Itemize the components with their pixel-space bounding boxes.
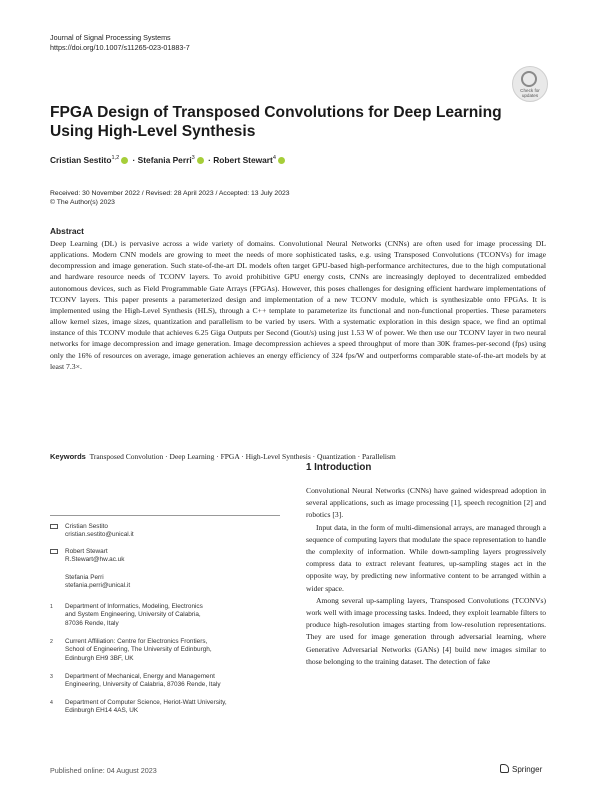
author-list: Cristian Sestito$^{1,2}$ · Stefania Perri$^3$ · Robert Stewart$^4$ [50,155,287,165]
journal-header [50,33,190,53]
keywords [50,452,546,461]
corresponding-author: Cristian Sestito cristian.sestito@unical.it [65,523,134,540]
affiliation: 4 Department of Computer Science, Heriot-Watt University, Edinburgh EH14 4AS, UK [50,699,227,715]
author-name[interactable]: Robert Stewart [213,155,273,165]
doi-link[interactable]: https://doi.org/10.1007/s11265-023-01883-7 [50,43,190,52]
copyright: © The Author(s) 2023 [50,199,115,206]
section-heading: 1 Introduction [306,462,372,473]
abstract-heading: Abstract [50,226,84,236]
author-contact: Stefania Perri stefania.perri@unical.it [65,574,131,590]
introduction-body [306,485,546,668]
envelope-icon [50,549,58,554]
corresponding-author: Robert Stewart R.Stewart@hw.ac.uk [65,548,124,565]
check-for-updates-badge[interactable]: Check for updates [512,66,548,102]
paragraph: Convolutional Neural Networks (CNNs) have gained widespread adoption in several applications, such as image processing [1], speech recognition [2] and robotics [3]. [306,486,546,520]
email-link[interactable]: stefania.perri@unical.it [65,582,131,590]
email-link[interactable]: cristian.sestito@unical.it [65,531,134,539]
envelope-icon [50,524,58,529]
keywords-label: Keywords [50,452,86,461]
affiliation: 3 Department of Mechanical, Energy and Management Engineering, University of Calabria, 87036 Rende, Italy [50,673,221,689]
author-name[interactable]: Stefania Perri [137,155,192,165]
bookmark-icon [521,71,537,87]
orcid-icon[interactable] [278,157,285,164]
affiliation: 2 Current Affiliation: Centre for Electronics Frontiers, School of Engineering, The University of Edinburgh, Edinburgh EH9 3BF, UK [50,638,212,662]
email-link[interactable]: R.Stewart@hw.ac.uk [65,556,125,564]
dates-block [50,189,290,207]
paragraph: Among several up-sampling layers, Transposed Convolutions (TCONVs) work well with image processing tasks. Indeed, they exploit learnable filters to produce high-resolution images starting from low-resolution representations. They are used for image generation through adversarial learning, where Generative Adversarial Networks (GANs) [4] build new images similar to those belonging to the training dataset. The detection of fake [306,595,546,666]
paper-title: FPGA Design of Transposed Convolutions for Deep Learning Using High-Level Synthesis [50,104,502,140]
keywords-list: Transposed Convolution · Deep Learning · FPGA · High-Level Synthesis · Quantization · Parallelism [89,452,396,461]
abstract-text: Deep Learning (DL) is pervasive across a wide variety of domains. Convolutional Neural Networks (CNNs) are often used for image processing DL applications. Modern CNN models are growing to meet the needs of more sophisticated tasks, e.g. using Transposed Convolutions (TCONVs) for image decompression and image generation. Such state-of-the-art DL models often target GPU-based high-performance architectures, due to the high computational and hardware resource needs of TCONV layers. To avoid prohibitive GPU energy costs, CNNs are increasingly deployed to decentralized embedded autonomous devices, such as Field Programmable Gate Arrays (FPGAs). However, this poses challenges for designing efficient hardware implementations of TCONV layers. This paper presents a parameterized design and implementation of a new TCONV module, which is synthesizable onto FPGAs. It is implemented using the High-Level Synthesis (HLS), through a C++ template to parameterize its functional and non-functional properties. These parameters allow kernel sizes, image sizes, quantization and parallelism to be varied by users. With a systematic exploration in this design space, we find an optimal instance of this TCONV module that achieves 6.25 Giga Outputs per Second (Gout/s) using just 1.53 W of power. We then use our TCONV layer in two neural networks for image decompression and image generation. Image decompression achieves a speed throughput of more than 30K frames-per-second (fps) using only the 16% of resources on average, image generation achieves an energy efficiency of 324 fps/W and outperforms comparable state-of-the-art models by at least 7.3×. [50,239,546,371]
journal-name: Journal of Signal Processing Systems [50,33,171,42]
springer-horse-icon [500,764,509,773]
published-online: Published online: 04 August 2023 [50,766,157,775]
orcid-icon[interactable] [197,157,204,164]
publisher-logo: Springer [500,764,542,774]
paragraph: Input data, in the form of multi-dimensional arrays, are managed through a sequence of computing layers that modulate the space representation to handle the complexity of information. While down-sampling layers progressively compress data to extract relevant features, up-sampling stages act in the opposite way, by predicting new informative content to be arranged within a wider space. [306,522,546,593]
affiliation: 1 Department of Informatics, Modeling, Electronics and System Engineering, University of Calabria, 87036 Rende, Italy [50,603,203,627]
received-dates: Received: 30 November 2022 / Revised: 28 April 2023 / Accepted: 13 July 2023 [50,190,290,197]
orcid-icon[interactable] [121,157,128,164]
author-name[interactable]: Cristian Sestito [50,155,112,165]
footnote-divider [50,515,280,516]
